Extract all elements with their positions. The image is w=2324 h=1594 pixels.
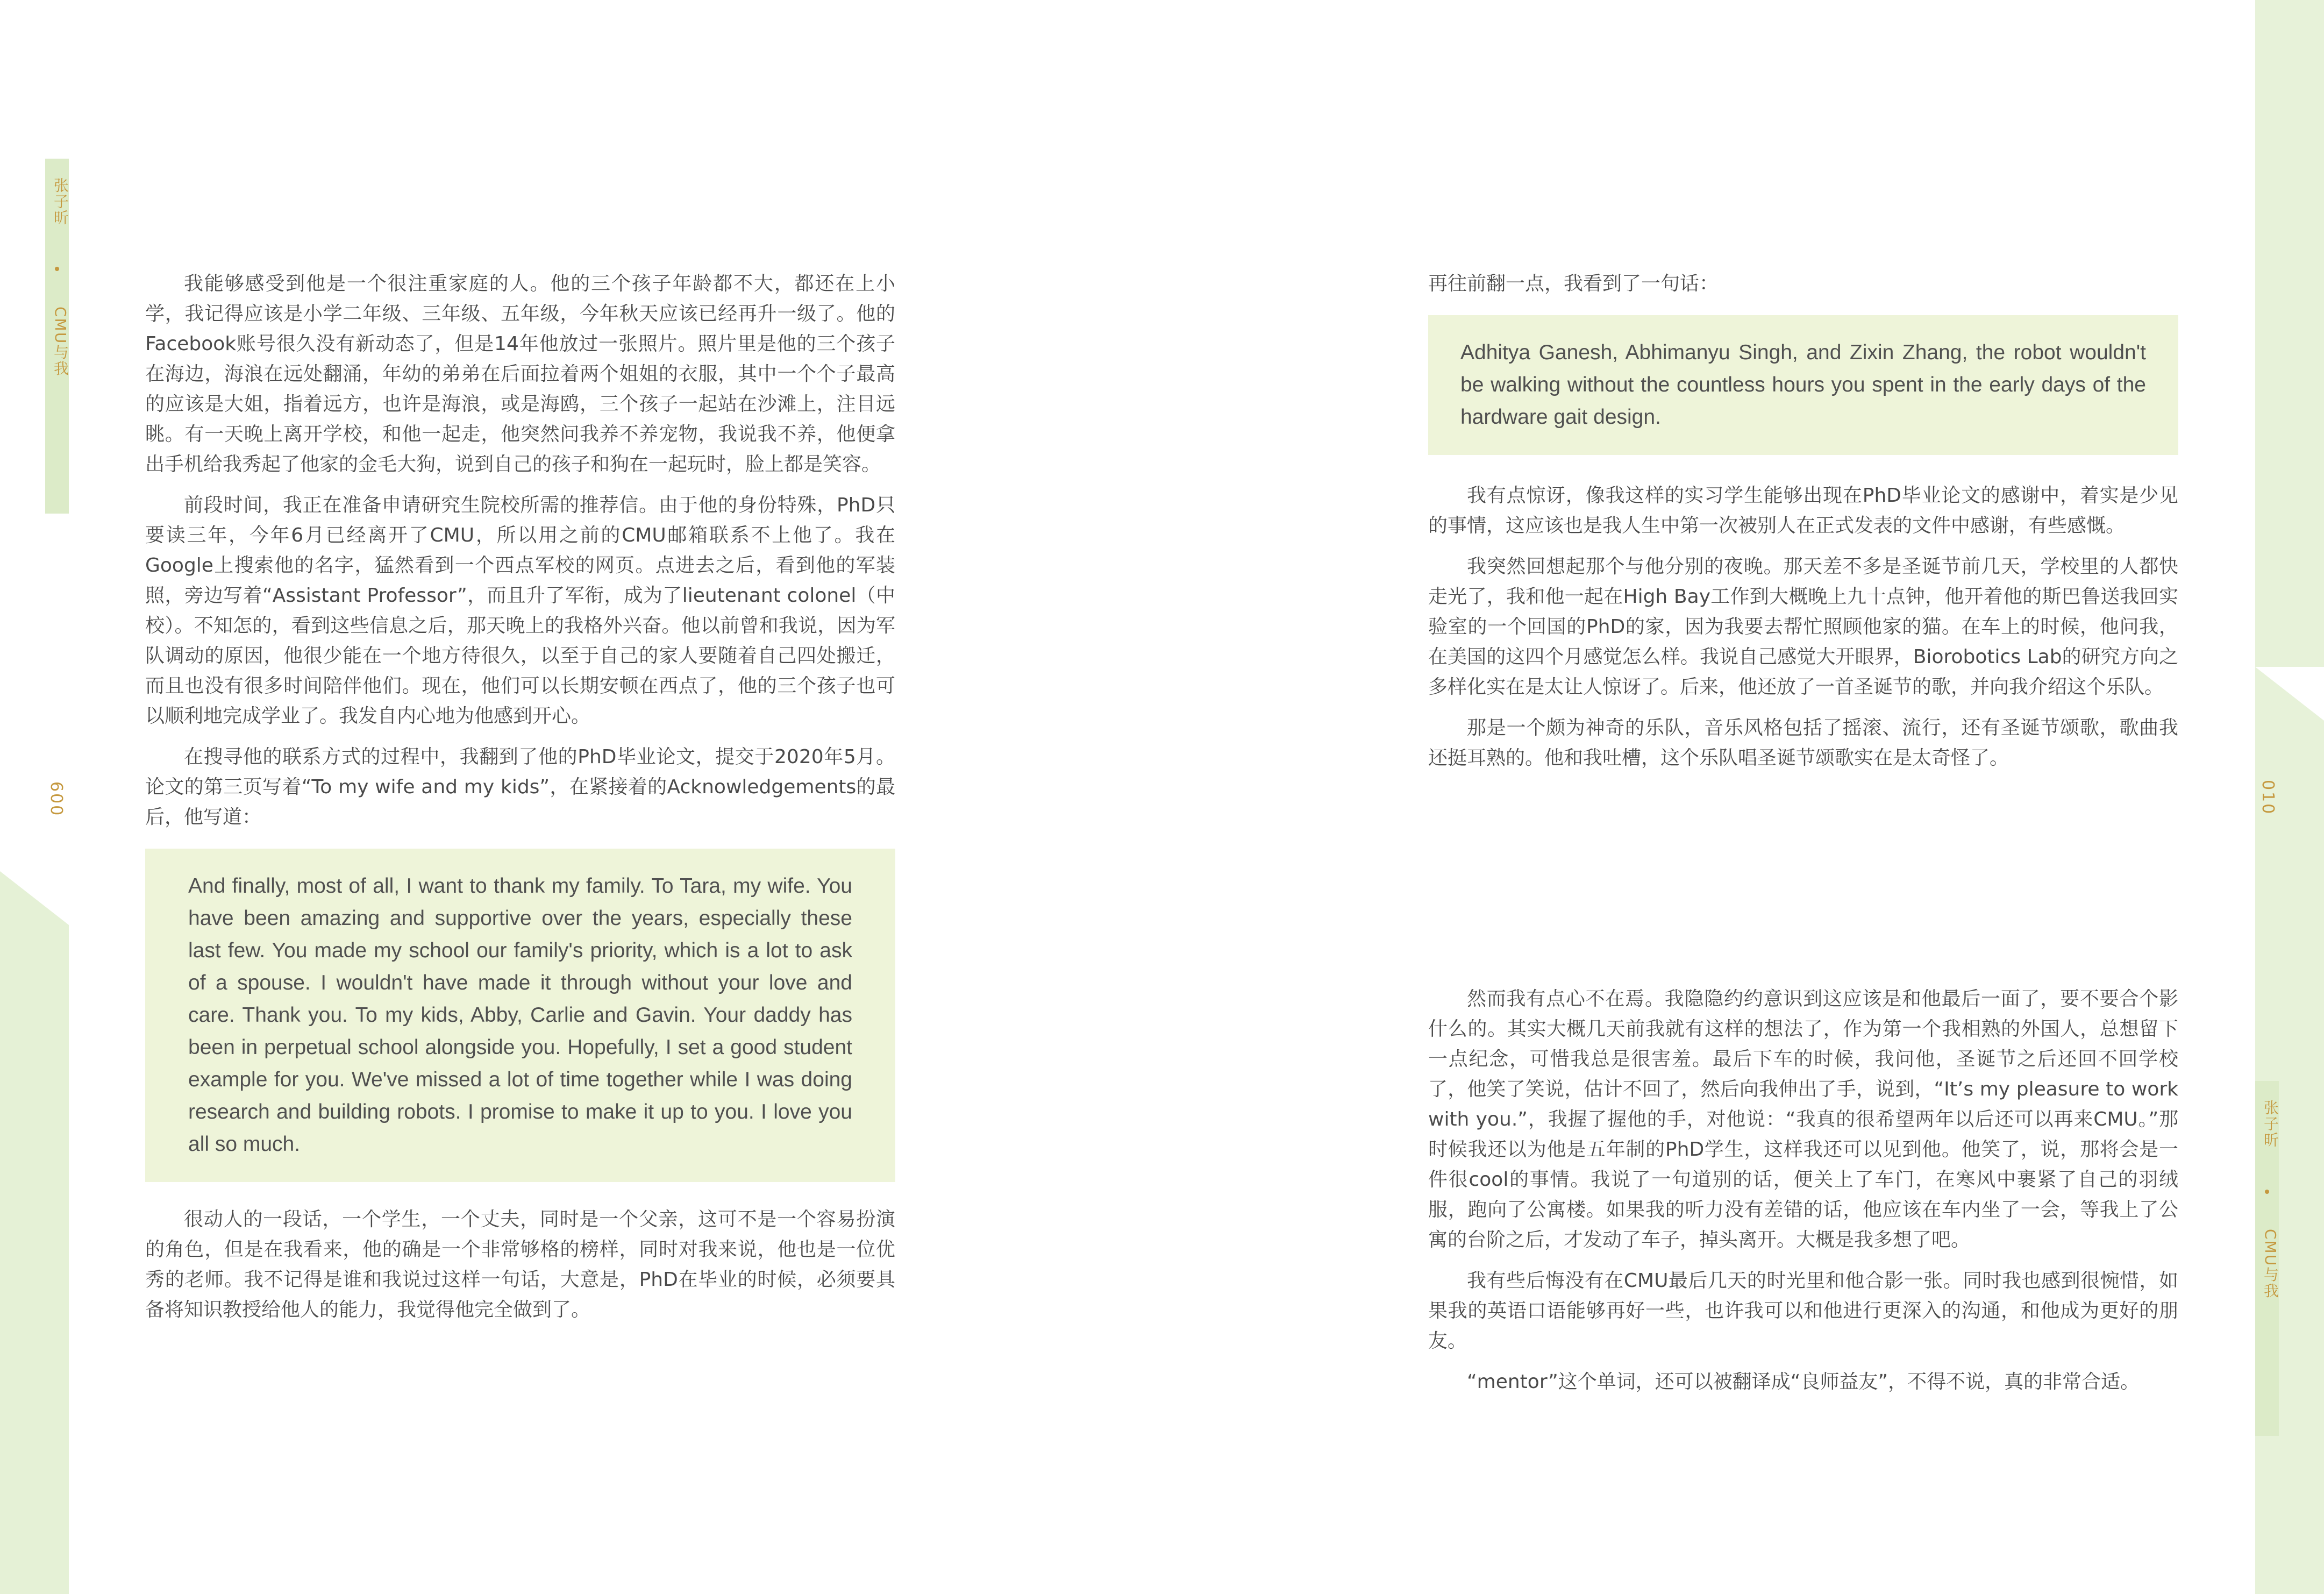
left-tab-dot <box>55 267 59 271</box>
right-paragraph-6: “mentor”这个单词，还可以被翻译成“良师益友”，不得不说，真的非常合适。 <box>1467 1371 2140 1393</box>
right-intro: 再往前翻一点，我看到了一句话： <box>1428 273 1719 295</box>
left-paragraph-2: 前段时间，我正在准备申请研究生院校所需的推荐信。由于他的身份特殊，PhD只要读三年，今年6月已经离开了CMU，所以用之前的CMU邮箱联系不上他了。我在Google上搜索他的名字，猛然看到一个西点军校的网页。点进去之后，看到他的军装照，旁边写着“Assistant Professor”，而且升了军衔，成为了lieutenant colonel（中校）。不知怎的，看到这些信息之后，那天晚上的我格外兴奋。他以前曾和我说，因为军队调动的原因，他很少能在一个地方待很久，以至于自己的家人要随着自己四处搬迁，而且也没有很多时间陪伴他们。现在，他们可以长期安顿在西点了，他的三个孩子也可以顺利地完成学业了。我发自内心地为他感到开心。 <box>145 494 895 727</box>
left-column <box>145 269 895 1336</box>
left-tab-title: CMU与我 <box>52 307 69 377</box>
right-paragraph-2: 我突然回想起那个与他分别的夜晚。那天差不多是圣诞节前几天，学校里的人都快走光了，我和他一起在High Bay工作到大概晚上九十点钟，他开着他的斯巴鲁送我回实验室的一个回国的PhD的家，因为我要去帮忙照顾他家的猫。在车上的时候，他问我，在美国的这四个月感觉怎么样。我说自己感觉大开眼界，Biorobotics Lab的研究方向之多样化实在是太让人惊讶了。后来，他还放了一首圣诞节的歌，并向我介绍这个乐队。 <box>1428 556 2178 698</box>
left-paragraph-1: 我能够感受到他是一个很注重家庭的人。他的三个孩子年龄都不大，都还在上小学，我记得应该是小学二年级、三年级、五年级，今年秋天应该已经再升一级了。他的Facebook账号很久没有新动态了，但是14年他放过一张照片。照片里是他的三个孩子在海边，海浪在远处翻涌，年幼的弟弟在后面拉着两个姐姐的衣服，其中一个个子最高的应该是大姐，指着远方，也许是海浪，或是海鸥，三个孩子一起站在沙滩上，注目远眺。有一天晚上离开学校，和他一起走，他突然问我养不养宠物，我说我不养，他便拿出手机给我秀起了他家的金毛大狗，说到自己的孩子和狗在一起玩时，脸上都是笑容。 <box>145 273 895 475</box>
left-tab-author: 张子昕 <box>52 177 69 226</box>
right-corner-triangle <box>2255 667 2324 774</box>
thesis-quote: Adhitya Ganesh, Abhimanyu Singh, and Zixin Zhang, the robot wouldn't be walking without the countless hours you spent in the early days of the hardware gait design. <box>1428 315 2178 455</box>
right-paragraph-4: 然而我有点心不在焉。我隐隐约约意识到这应该是和他最后一面了，要不要合个影什么的。其实大概几天前我就有这样的想法了，作为第一个我相熟的外国人，总想留下一点纪念，可惜我总是很害羞。最后下车的时候，我问他，圣诞节之后还回不回学校了，他笑了笑说，估计不回了，然后向我伸出了手，说到，“It’s my pleasure to work with you.”，我握了握他的手，对他说：“我真的很希望两年以后还可以再来CMU。”那时候我还以为他是五年制的PhD学生，这样我还可以见到他。他笑了，说，那将会是一件很cool的事情。我说了一句道别的话，便关上了车门，在寒风中裹紧了自己的羽绒服，跑向了公寓楼。如果我的听力没有差错的话，他应该在车内坐了一会，等我上了公寓的台阶之后，才发动了车子，掉头离开。大概是我多想了吧。 <box>1428 988 2178 1251</box>
left-paragraph-3: 在搜寻他的联系方式的过程中，我翻到了他的PhD毕业论文，提交于2020年5月。论文的第三页写着“To my wife and my kids”，在紧接着的Acknowledgements的最后，他写道： <box>145 746 895 828</box>
right-column-bottom <box>1428 984 2178 1408</box>
right-tab-title: CMU与我 <box>2262 1229 2279 1299</box>
right-paragraph-1: 我有点惊讶，像我这样的实习学生能够出现在PhD毕业论文的感谢中，着实是少见的事情，这应该也是我人生中第一次被别人在正式发表的文件中感谢，有些感慨。 <box>1428 485 2178 537</box>
left-corner-triangle <box>0 871 70 1594</box>
right-paragraph-3: 那是一个颇为神奇的乐队，音乐风格包括了摇滚、流行，还有圣诞节颂歌，歌曲我还挺耳熟的。他和我吐槽，这个乐队唱圣诞节颂歌实在是太奇怪了。 <box>1428 717 2178 769</box>
right-column-top <box>1428 269 2178 784</box>
right-page-number: 010 <box>2258 780 2277 816</box>
right-tab-dot <box>2265 1190 2269 1194</box>
left-closing-paragraph: 很动人的一段话，一个学生，一个丈夫，同时是一个父亲，这可不是一个容易扮演的角色，但是在我看来，他的确是一个非常够格的榜样，同时对我来说，他也是一位优秀的老师。我不记得是谁和我说过这样一句话，大意是，PhD在毕业的时候，必须要具备将知识教授给他人的能力，我觉得他完全做到了。 <box>145 1208 895 1321</box>
right-tab-author: 张子昕 <box>2262 1100 2279 1148</box>
right-paragraph-5: 我有些后悔没有在CMU最后几天的时光里和他合影一张。同时我也感到很惋惜，如果我的英语口语能够再好一些，也许我可以和他进行更深入的沟通，和他成为更好的朋友。 <box>1428 1270 2178 1352</box>
left-page-number: 009 <box>48 780 67 816</box>
acknowledgement-quote: And finally, most of all, I want to thank my family. To Tara, my wife. You have been amazing and supportive over the years, especially these last few. You made my school our family's priority, which is a lot to ask of a spouse. I wouldn't have made it through without your love and care. Thank you. To my kids, Abby, Carlie and Gavin. Your daddy has been in perpetual school alongside you. Hopefully, I set a good student example for you. We've missed a lot of time together while I was doing research and building robots. I promise to make it up to you. I love you all so much. <box>145 849 895 1182</box>
